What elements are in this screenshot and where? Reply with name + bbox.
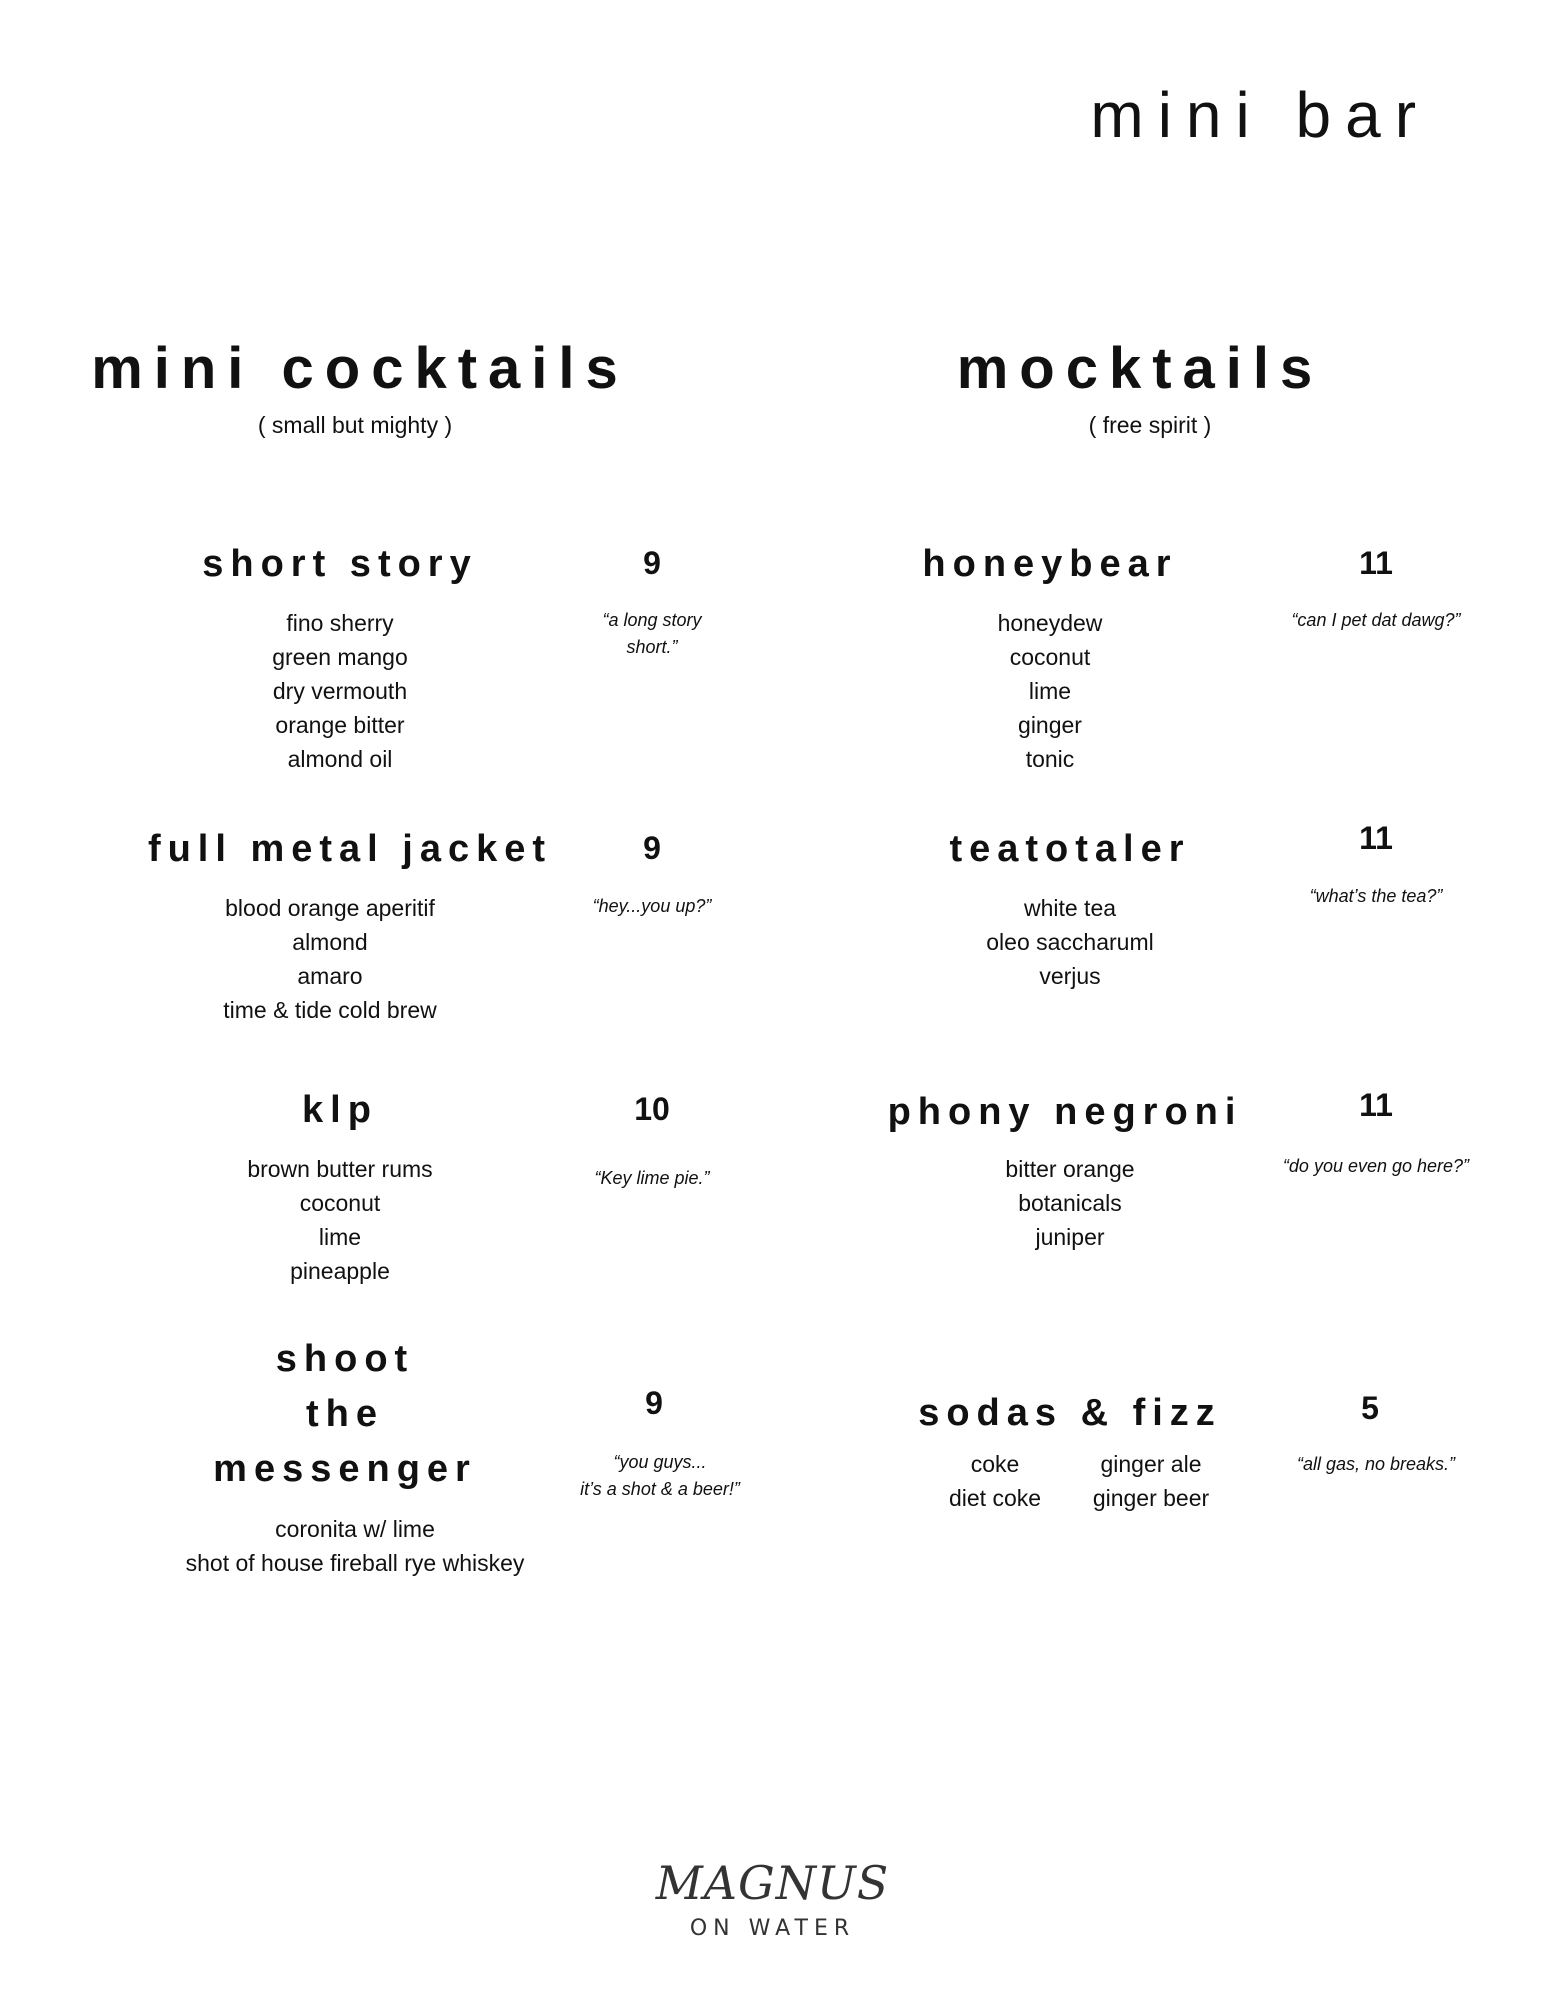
ingredient: oleo saccharuml	[986, 929, 1154, 955]
ingredient: ginger	[1018, 712, 1082, 738]
ingredient: orange bitter	[275, 712, 405, 738]
ingredient: lime	[1028, 678, 1072, 704]
logo-subtitle: ON WATER	[689, 1916, 856, 1941]
ingredient: coronita w/ lime	[275, 1516, 435, 1542]
menu-item-name: full metal jacket	[147, 828, 553, 870]
ingredient: juniper	[1035, 1224, 1105, 1250]
ingredient: ginger beer	[1092, 1485, 1210, 1511]
ingredient: brown butter rums	[247, 1156, 433, 1182]
menu-item-name: phony negroni	[887, 1091, 1243, 1133]
ingredient: almond	[292, 929, 368, 955]
brand-logo	[0, 1856, 1545, 1941]
menu-item-quote: “a long story short.”	[602, 610, 702, 657]
menu-item-quote: “what’s the tea?”	[1309, 886, 1443, 906]
ingredient-list	[150, 1512, 560, 1580]
ingredient: white tea	[1023, 895, 1117, 921]
logo-wordmark: MAGNUS	[655, 1856, 890, 1910]
ingredient-list	[960, 1152, 1180, 1254]
page-title: mini bar	[1090, 79, 1430, 151]
menu-item-quote: “do you even go here?”	[1282, 1156, 1470, 1176]
ingredient: blood orange aperitif	[225, 895, 435, 921]
menu-item-quote: “you guys... it’s a shot & a beer!”	[580, 1452, 740, 1499]
ingredient: amaro	[297, 963, 363, 989]
menu-item-price: 9	[645, 1385, 663, 1421]
ingredient: bitter orange	[1005, 1156, 1135, 1182]
menu-item-quote: “hey...you up?”	[592, 896, 712, 916]
ingredient: coke	[970, 1451, 1020, 1477]
mocktails-title: mocktails	[956, 336, 1324, 401]
ingredient: botanicals	[1018, 1190, 1122, 1216]
menu-item-name: shoot the messenger	[213, 1338, 477, 1490]
ingredient: honeydew	[997, 610, 1103, 636]
menu-item-price: 11	[1359, 1087, 1393, 1123]
cocktails-header	[0, 336, 720, 439]
soda-columns	[940, 1447, 1240, 1515]
mocktails-header	[820, 336, 1460, 439]
menu-item-name: short story	[202, 543, 478, 585]
menu-item-price: 5	[1361, 1390, 1379, 1426]
ingredient-list	[170, 891, 490, 1027]
ingredient: time & tide cold brew	[223, 997, 437, 1023]
mocktails-subtitle: ( free spirit )	[1088, 412, 1212, 438]
ingredient: tonic	[1025, 746, 1075, 772]
ingredient: ginger ale	[1100, 1451, 1202, 1477]
menu-item-quote: “can I pet dat dawg?”	[1291, 610, 1461, 630]
ingredient: coconut	[299, 1190, 381, 1216]
cocktails-subtitle: ( small but mighty )	[257, 412, 453, 438]
menu-item-name: klp	[302, 1089, 378, 1131]
menu-item-price: 9	[643, 545, 661, 581]
ingredient-list	[940, 891, 1200, 993]
ingredient: almond oil	[287, 746, 393, 772]
menu-item-name: sodas & fizz	[918, 1392, 1222, 1434]
ingredient: lime	[318, 1224, 362, 1250]
ingredient-list	[950, 606, 1150, 776]
ingredient-list	[190, 1152, 490, 1288]
ingredient: shot of house fireball rye whiskey	[185, 1550, 525, 1576]
menu-item-price: 11	[1359, 545, 1393, 581]
ingredient: diet coke	[948, 1485, 1042, 1511]
menu-item-price: 11	[1359, 820, 1393, 856]
ingredient: green mango	[272, 644, 408, 670]
menu-item-quote: “Key lime pie.”	[594, 1168, 710, 1188]
soda-column	[940, 1447, 1050, 1515]
menu-item-name: teatotaler	[949, 828, 1191, 870]
menu-item-name: honeybear	[922, 543, 1178, 585]
menu-item-quote: “all gas, no breaks.”	[1296, 1454, 1456, 1474]
ingredient: dry vermouth	[272, 678, 408, 704]
ingredient: pineapple	[290, 1258, 390, 1284]
ingredient-list	[190, 606, 490, 776]
ingredient: verjus	[1039, 963, 1101, 989]
menu-item-price: 10	[634, 1091, 670, 1127]
soda-column	[1086, 1447, 1216, 1515]
ingredient: coconut	[1009, 644, 1091, 670]
menu-item-price: 9	[643, 830, 661, 866]
cocktails-title: mini cocktails	[91, 336, 629, 401]
ingredient: fino sherry	[286, 610, 394, 636]
